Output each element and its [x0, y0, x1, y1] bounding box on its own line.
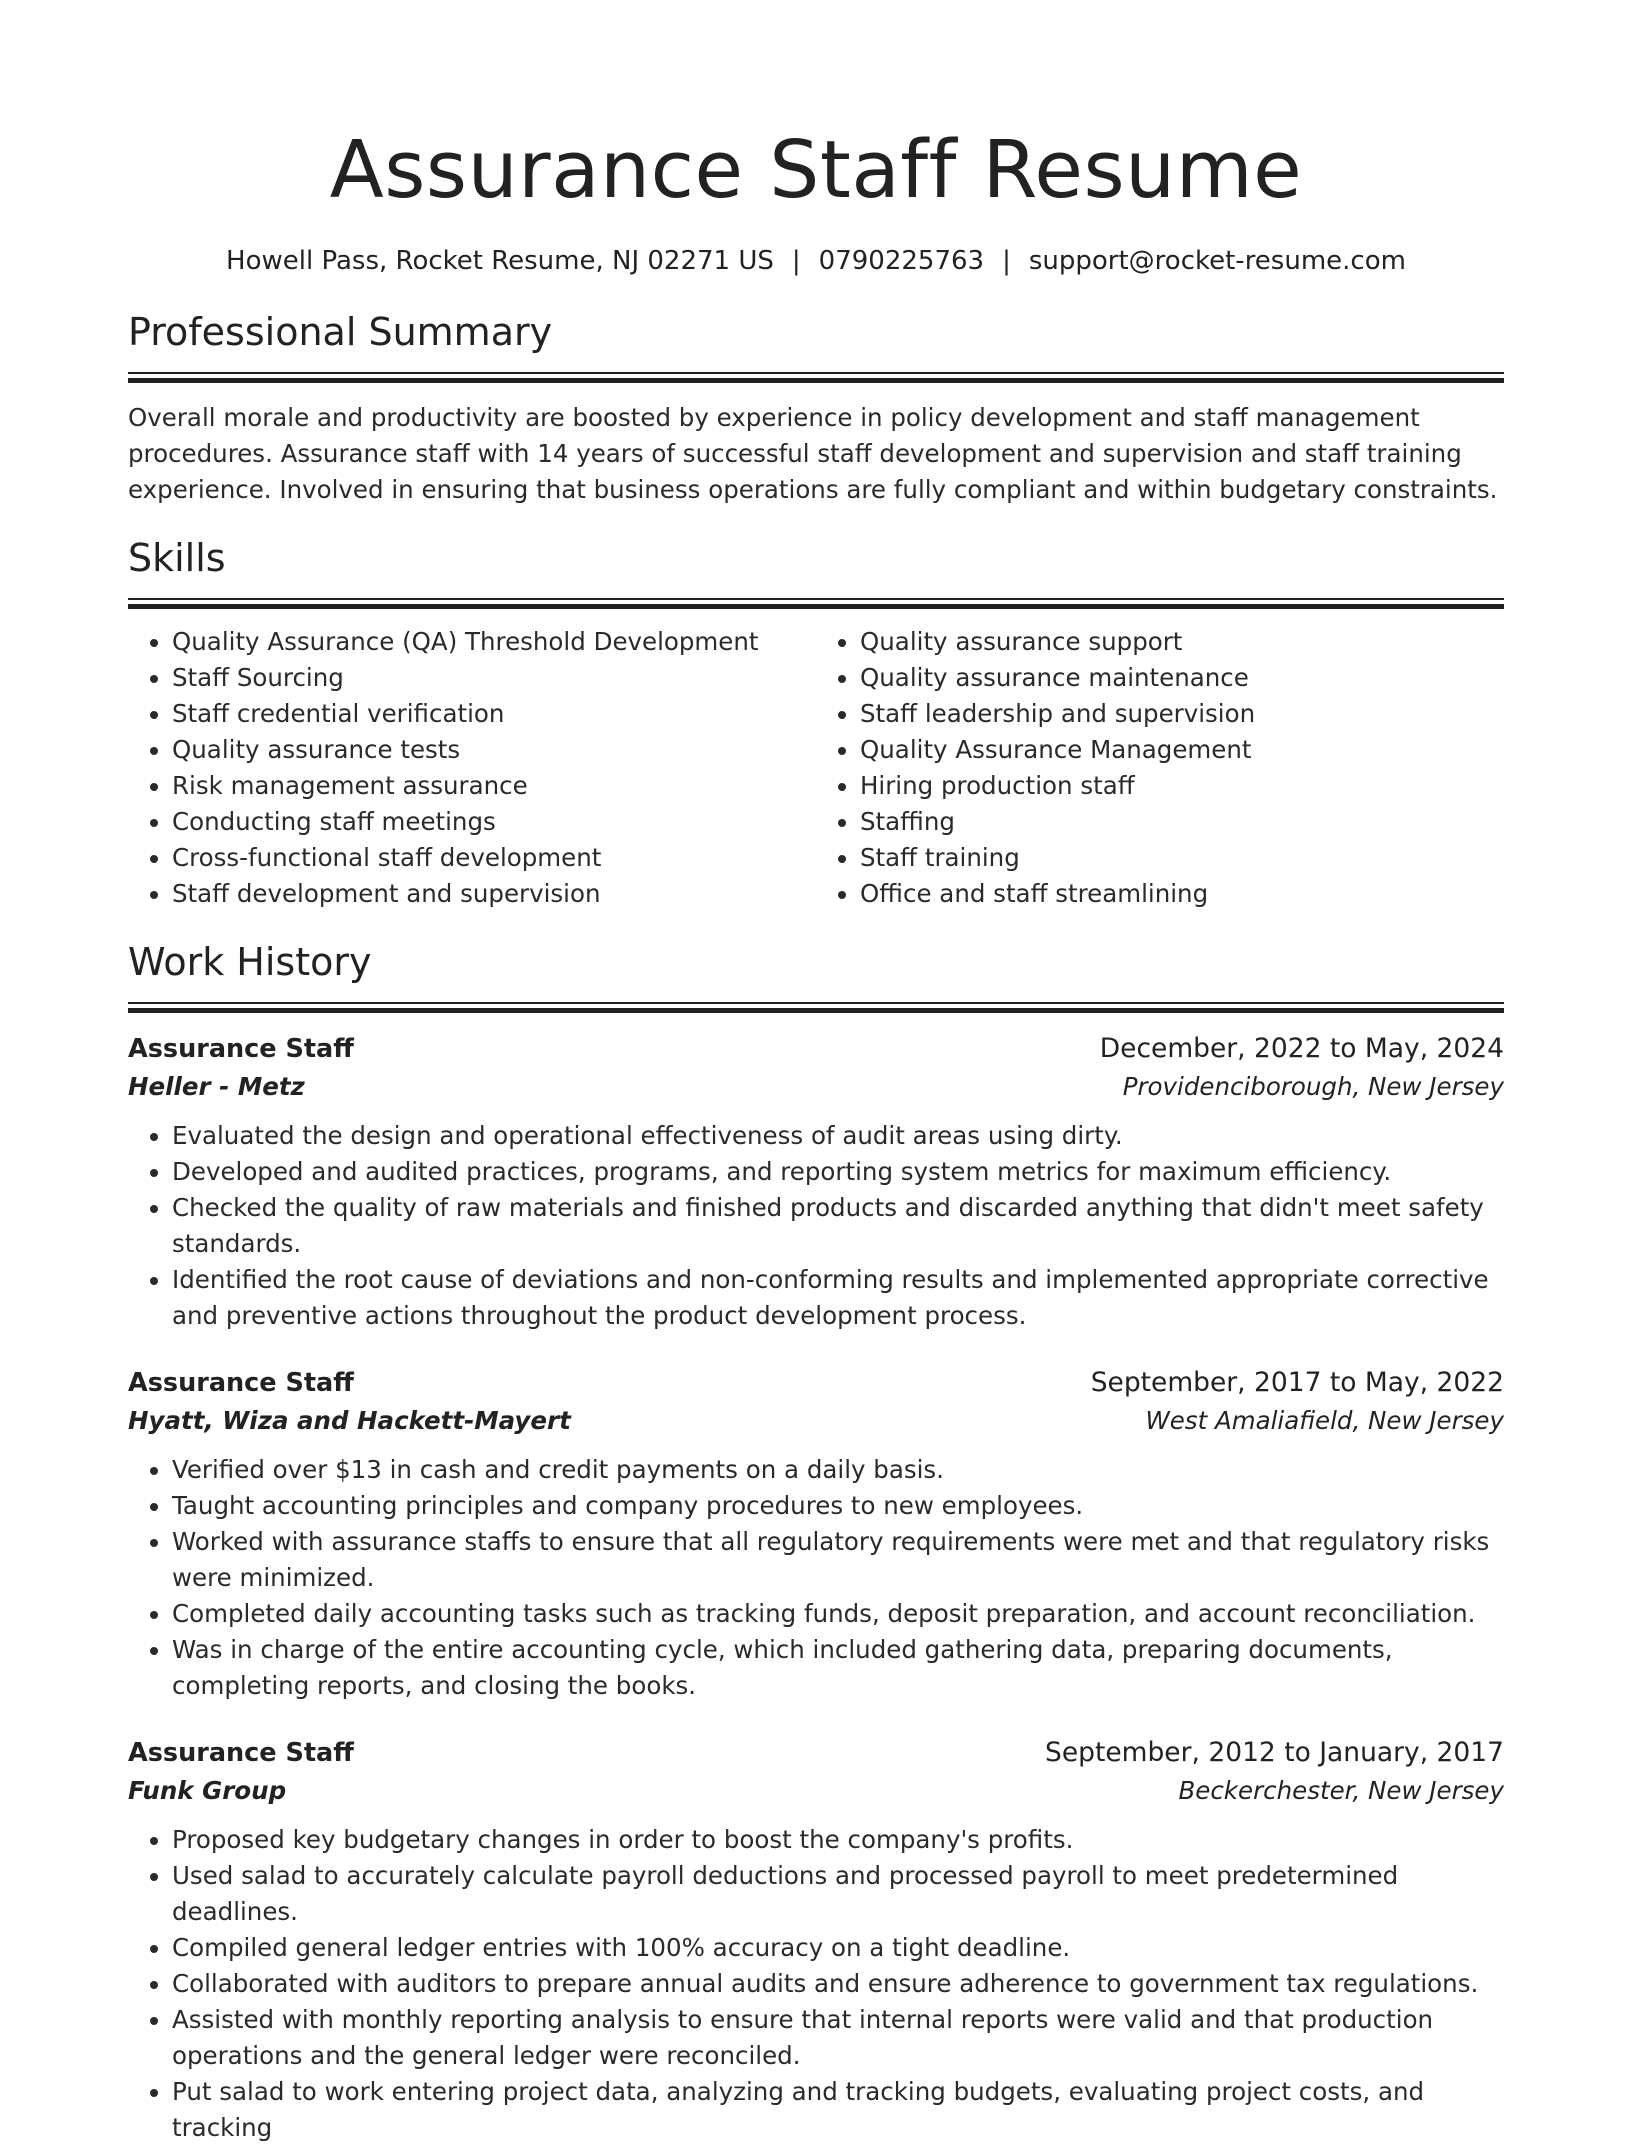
job-bullet: • Checked the quality of raw materials and finished products and discarded anything that didn't meet safety standards. — [172, 1190, 1504, 1262]
job-dates: December, 2022 to May, 2024 — [1099, 1033, 1504, 1064]
job-header-row — [128, 1030, 1504, 1068]
summary-heading: Professional Summary — [128, 310, 553, 354]
contact-separator: | — [791, 246, 801, 276]
job-bullet: • Evaluated the design and operational effectiveness of audit areas using dirty. — [172, 1118, 1504, 1154]
contact-separator: | — [1002, 246, 1011, 276]
skills-list-left — [128, 624, 816, 912]
job-bullet: • Taught accounting principles and company procedures to new employees. — [172, 1488, 1504, 1524]
job-bullet: • Worked with assurance staffs to ensure that all regulatory requirements were met and that regulatory risks were minimized. — [172, 1524, 1504, 1596]
skill-item: • Quality assurance tests — [172, 732, 816, 768]
summary-section — [128, 308, 1504, 508]
skill-item: • Conducting staff meetings — [172, 804, 816, 840]
skill-item: • Staff credential verification — [172, 696, 816, 732]
contact-email: support@rocket-resume.com — [1028, 246, 1406, 276]
section-divider — [128, 372, 1504, 382]
skill-item: • Staff Sourcing — [172, 660, 816, 696]
job-location: West Amaliafield, New Jersey — [1145, 1406, 1504, 1435]
job-title: Assurance Staff — [128, 1368, 354, 1398]
section-divider — [128, 1002, 1504, 1012]
work-section — [128, 938, 1504, 2146]
contact-phone: 0790225763 — [818, 246, 985, 276]
job-header-row — [128, 1734, 1504, 1772]
job-location: Providenciborough, New Jersey — [1122, 1072, 1504, 1101]
contact-line — [128, 244, 1504, 278]
job-title: Assurance Staff — [128, 1738, 354, 1768]
skill-item: • Quality Assurance (QA) Threshold Development — [172, 624, 816, 660]
job-header-row — [128, 1364, 1504, 1402]
job-bullet: • Used salad to accurately calculate payroll deductions and processed payroll to meet predetermined deadlines. — [172, 1858, 1504, 1930]
skill-item: • Risk management assurance — [172, 768, 816, 804]
skill-item: • Quality assurance support — [860, 624, 1504, 660]
skill-item: • Hiring production staff — [860, 768, 1504, 804]
job-bullet: • Identified the root cause of deviations and non-conforming results and implemented appropriate corrective and preventive actions throughout the product development process. — [172, 1262, 1504, 1334]
skill-item: • Office and staff streamlining — [860, 876, 1504, 912]
work-heading: Work History — [128, 940, 372, 984]
job-bullet: • Verified over $13 in cash and credit payments on a daily basis. — [172, 1452, 1504, 1488]
job-company: Heller - Metz — [128, 1072, 305, 1101]
job-company: Hyatt, Wiza and Hackett-Mayert — [128, 1406, 571, 1435]
skill-item: • Staffing — [860, 804, 1504, 840]
job-bullets — [128, 1822, 1504, 2146]
job-bullets — [128, 1118, 1504, 1334]
job-dates: September, 2017 to May, 2022 — [1090, 1367, 1504, 1398]
job-bullet: • Developed and audited practices, programs, and reporting system metrics for maximum efficiency. — [172, 1154, 1504, 1190]
skills-heading: Skills — [128, 536, 226, 580]
job-bullet: • Compiled general ledger entries with 100% accuracy on a tight deadline. — [172, 1930, 1504, 1966]
skills-section — [128, 534, 1504, 912]
job-entry — [128, 1364, 1504, 1704]
skill-item: • Cross-functional staff development — [172, 840, 816, 876]
job-bullet: • Completed daily accounting tasks such as tracking funds, deposit preparation, and account reconciliation. — [172, 1596, 1504, 1632]
job-bullet: • Collaborated with auditors to prepare annual audits and ensure adherence to government tax regulations. — [172, 1966, 1504, 2002]
skill-item: • Staff development and supervision — [172, 876, 816, 912]
skills-columns — [128, 624, 1504, 912]
job-bullet: • Assisted with monthly reporting analysis to ensure that internal reports were valid and that production operations and the general ledger were reconciled. — [172, 2002, 1504, 2074]
job-entry — [128, 1734, 1504, 2146]
job-bullet: • Was in charge of the entire accounting cycle, which included gathering data, preparing documents, completing reports, and closing the books. — [172, 1632, 1504, 1704]
job-subheader-row — [128, 1772, 1504, 1810]
job-entry — [128, 1030, 1504, 1334]
job-company: Funk Group — [128, 1776, 287, 1805]
skill-item: • Staff leadership and supervision — [860, 696, 1504, 732]
job-subheader-row — [128, 1068, 1504, 1106]
job-bullet: • Put salad to work entering project data, analyzing and tracking budgets, evaluating project costs, and tracking — [172, 2074, 1504, 2146]
summary-text: Overall morale and productivity are boosted by experience in policy development and staff management procedures. Assurance staff with 14 years of successful staff development and supervision and staff training experience. Involved in ensuring that business operations are fully compliant and within budgetary constraints. — [128, 403, 1498, 504]
job-subheader-row — [128, 1402, 1504, 1440]
page-title: Assurance Staff Resume — [329, 124, 1303, 216]
job-dates: September, 2012 to January, 2017 — [1045, 1737, 1504, 1768]
section-divider — [128, 598, 1504, 608]
job-location: Beckerchester, New Jersey — [1178, 1776, 1504, 1805]
skill-item: • Staff training — [860, 840, 1504, 876]
job-bullet: • Proposed key budgetary changes in order to boost the company's profits. — [172, 1822, 1504, 1858]
job-title: Assurance Staff — [128, 1034, 354, 1064]
skill-item: • Quality assurance maintenance — [860, 660, 1504, 696]
contact-address: Howell Pass, Rocket Resume, NJ 02271 US — [226, 246, 774, 276]
job-bullets — [128, 1452, 1504, 1704]
skills-list-right — [816, 624, 1504, 912]
skill-item: • Quality Assurance Management — [860, 732, 1504, 768]
